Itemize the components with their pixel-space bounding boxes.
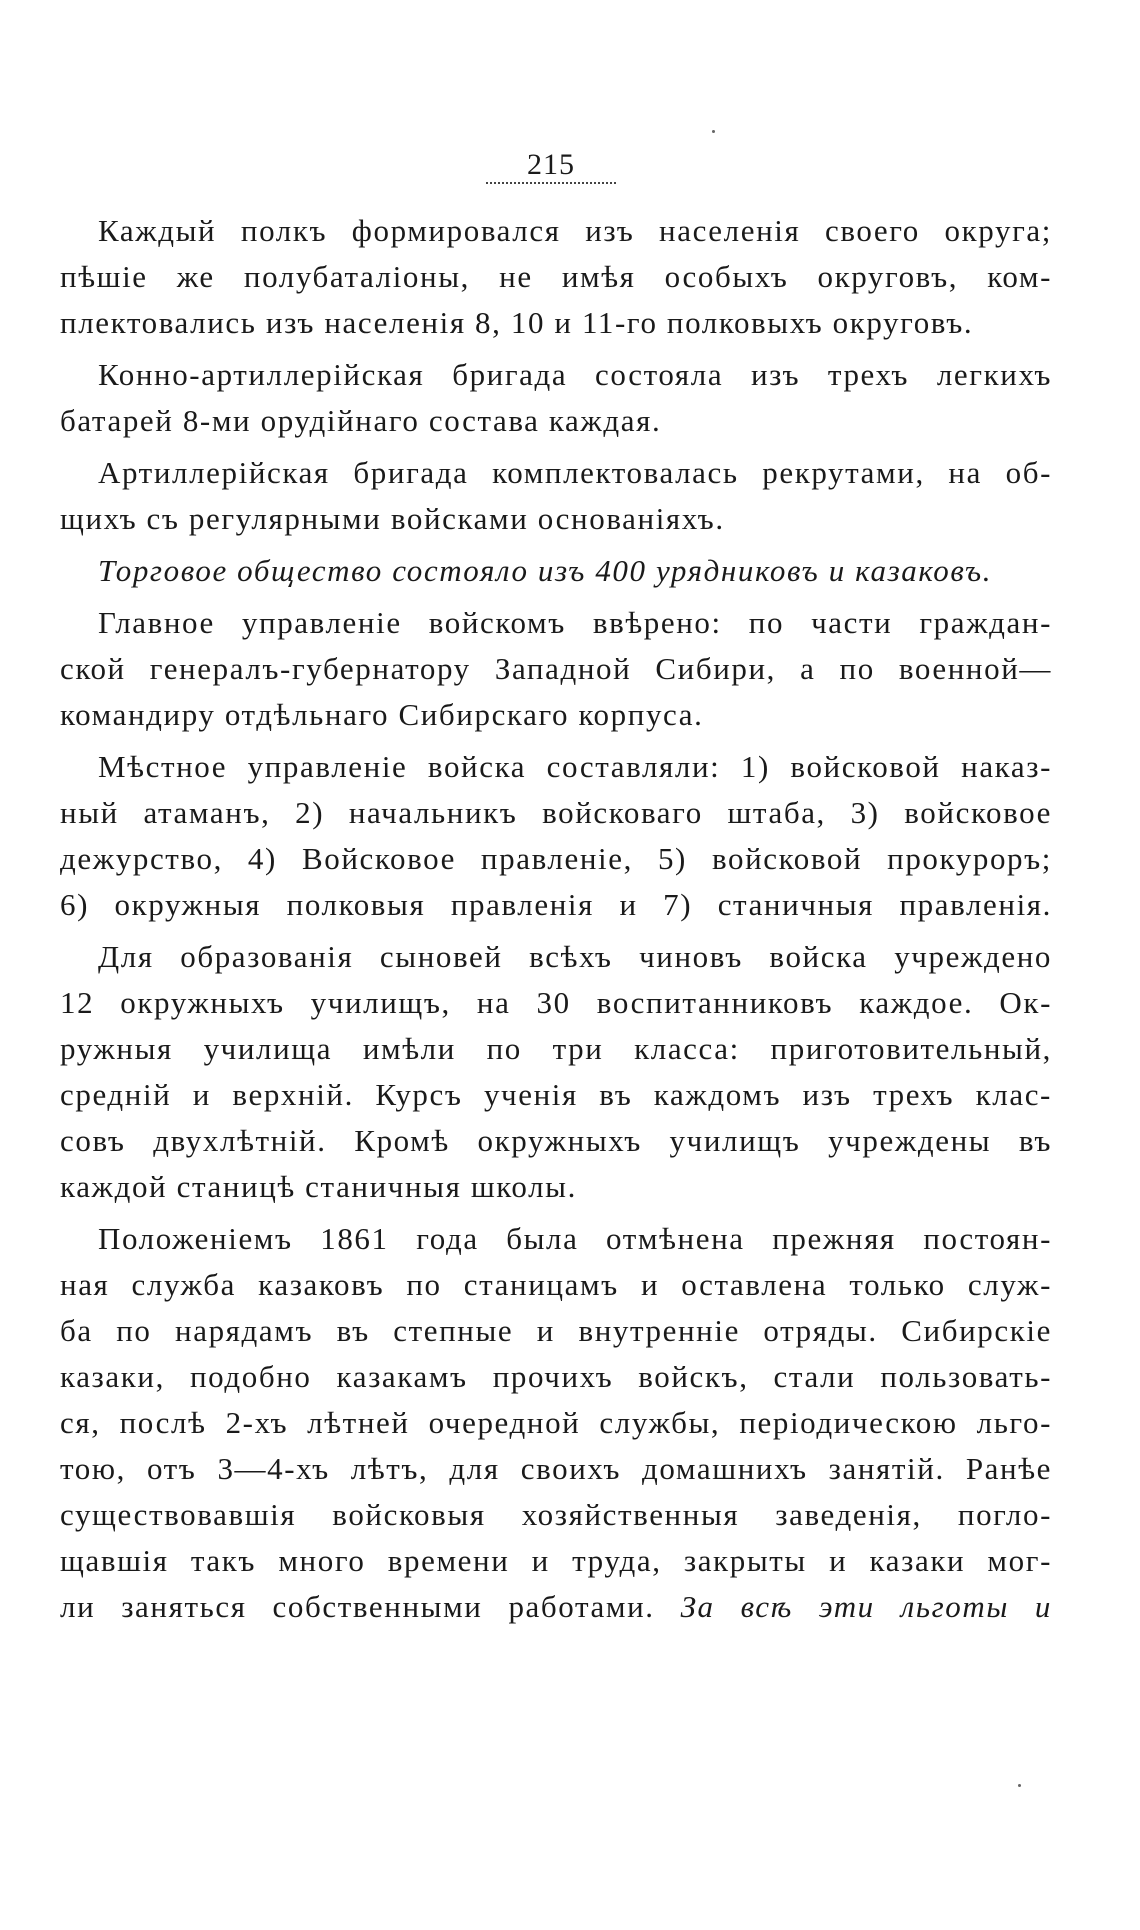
text-line: существовавшія войсковыя хозяйственныя заведенія, погло-	[60, 1497, 1052, 1532]
text-line: 12 окружныхъ училищъ, на 30 воспитанниковъ каждое. Ок-	[60, 985, 1052, 1020]
text-line: плектовались изъ населенія 8, 10 и 11-го полковыхъ округовъ.	[60, 305, 974, 340]
text-line: командиру отдѣльнаго Сибирскаго корпуса.	[60, 697, 704, 732]
text-line: щавшія такъ много времени и труда, закрыты и казаки мог-	[60, 1543, 1052, 1578]
text-line: Положеніемъ 1861 года была отмѣнена прежняя постоян-	[98, 1221, 1052, 1256]
text-line: Мѣстное управленіе войска составляли: 1) войсковой наказ-	[98, 749, 1052, 784]
body-text	[60, 208, 1052, 1630]
text-line: ный атаманъ, 2) начальникъ войсковаго штаба, 3) войсковое	[60, 795, 1052, 830]
text-line: батарей 8-ми орудійнаго состава каждая.	[60, 403, 662, 438]
text-line: каждой станицѣ станичныя школы.	[60, 1169, 577, 1204]
text-line: ба по нарядамъ въ степные и внутренніе отряды. Сибирскіе	[60, 1313, 1052, 1348]
text-line: дежурство, 4) Войсковое правленіе, 5) войсковой прокуроръ;	[60, 841, 1052, 876]
scan-speck	[1018, 1784, 1021, 1787]
text-line: Каждый полкъ формировался изъ населенія своего округа;	[98, 213, 1052, 248]
text-line: тою, отъ 3—4-хъ лѣтъ, для своихъ домашнихъ занятій. Ранѣе	[60, 1451, 1052, 1486]
page-number-rule	[486, 182, 616, 184]
text-line: ружныя училища имѣли по три класса: приготовительный,	[60, 1031, 1052, 1066]
text-line: Конно-артиллерійская бригада состояла изъ трехъ легкихъ	[98, 357, 1052, 392]
text-line: щихъ съ регулярными войсками основаніяхъ.	[60, 501, 725, 536]
italic-text-line: Торговое общество состояло изъ 400 урядниковъ и казаковъ.	[98, 553, 993, 588]
text-line: ся, послѣ 2-хъ лѣтней очередной службы, періодическою льго-	[60, 1405, 1052, 1440]
text-line: казаки, подобно казакамъ прочихъ войскъ, стали пользовать-	[60, 1359, 1052, 1394]
page-number: 215	[527, 148, 575, 181]
text-line: Для образованія сыновей всѣхъ чиновъ войска учреждено	[98, 939, 1052, 974]
text-line: пѣшіе же полубаталіоны, не имѣя особыхъ округовъ, ком-	[60, 259, 1052, 294]
text-line	[60, 1584, 1052, 1630]
text-line: Артиллерійская бригада комплектовалась рекрутами, на об-	[98, 455, 1052, 490]
text-line-italic-tail: За всѣ эти льготы и	[680, 1589, 1052, 1624]
text-line: Главное управленіе войскомъ ввѣрено: по части граждан-	[98, 605, 1052, 640]
text-line: совъ двухлѣтній. Кромѣ окружныхъ училищъ учреждены въ	[60, 1123, 1052, 1158]
text-line: ской генералъ-губернатору Западной Сибири, а по военной—	[60, 651, 1052, 686]
text-line-roman: ли заняться собственными работами.	[60, 1589, 655, 1624]
text-line: среднiй и верхнiй. Курсъ ученія въ каждомъ изъ трехъ клас-	[60, 1077, 1052, 1112]
text-line: ная служба казаковъ по станицамъ и оставлена только служ-	[60, 1267, 1052, 1302]
scan-speck	[712, 130, 715, 133]
text-line: 6) окружныя полковыя правленія и 7) станичныя правленія.	[60, 887, 1052, 922]
